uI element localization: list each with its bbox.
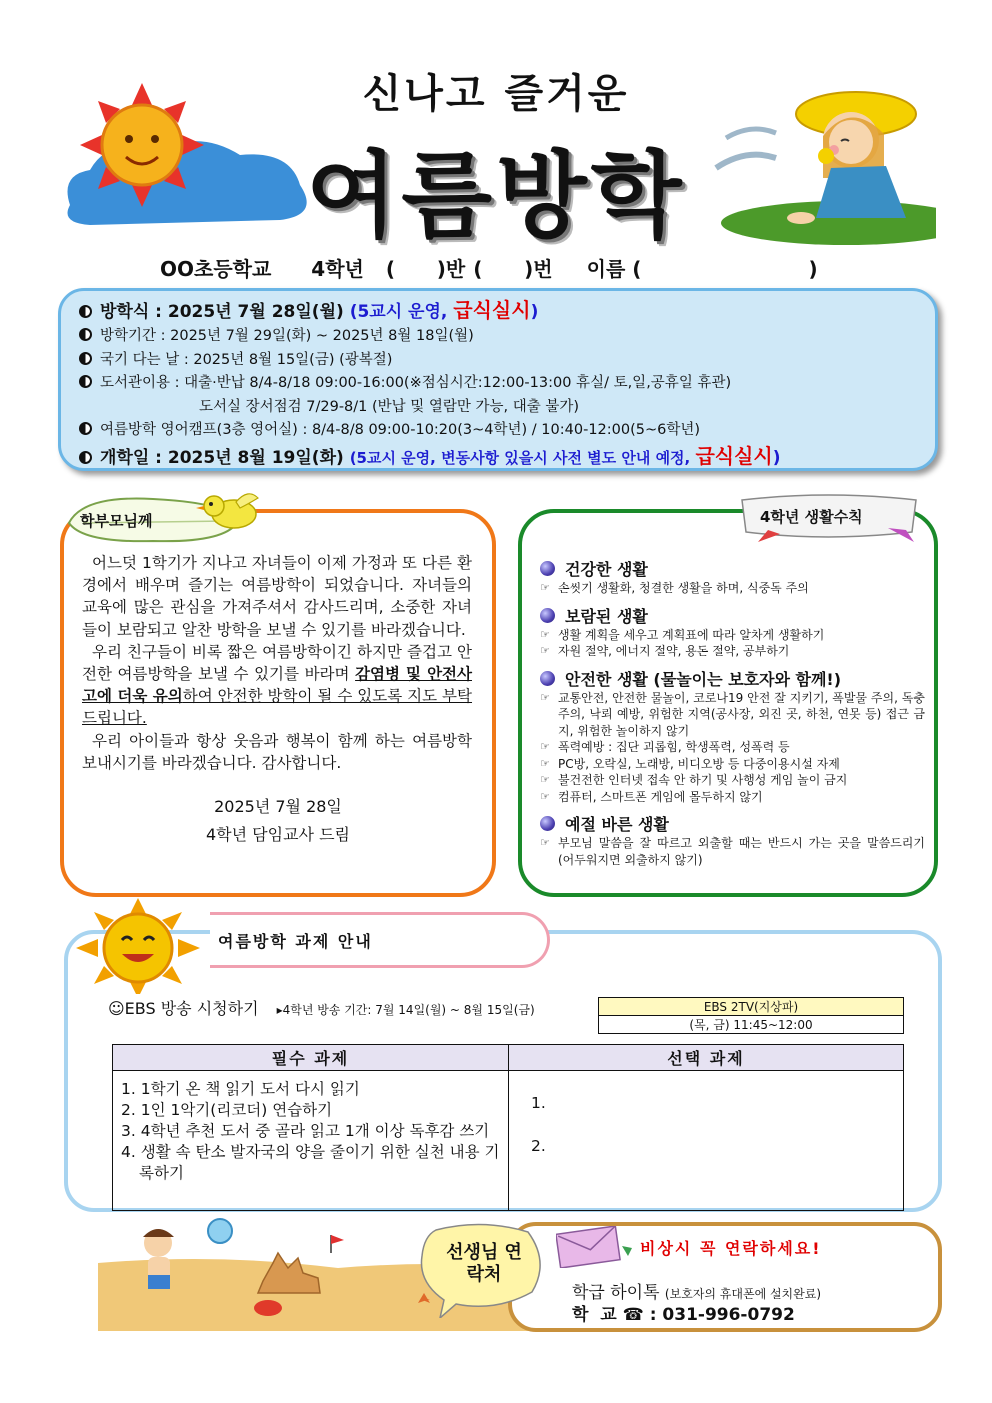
rule-title: 안전한 생활 (물놀이는 보호자와 함께!) <box>565 669 842 689</box>
opening-highlight: 급식실시 <box>695 443 773 468</box>
contact-bubble-label: 선생님 연락처 <box>446 1242 522 1285</box>
rule-item: ☞ 교통안전, 안전한 물놀이, 코로나19 안전 잘 지키기, 폭발물 주의, 독충 주의, 낙뢰 예방, 위험한 지역(공사장, 외진 곳, 하천, 연못 등) 접근 금지, 위험한 놀이하지 않기 <box>540 690 925 740</box>
required-tasks-cell <box>113 1071 509 1211</box>
letter-p2-start: 우리 친구들이 비록 짧은 여름방학이긴 하지만 즐겁고 안전한 여름방학을 보낼 수 있기를 바라며 <box>82 642 472 684</box>
subtitle: 신나고 즐거운 <box>362 71 630 117</box>
flag-day-text: 국기 다는 날 : 2025년 8월 15일(금) (광복절) <box>100 351 393 368</box>
grade-label: 4학년 <box>311 257 364 281</box>
rule-item: ☞ 손씻기 생활화, 청결한 생활을 하며, 식중독 주의 <box>540 580 925 597</box>
english-camp-text: 여름방학 영어캠프(3층 영어실) : 8/4-8/8 09:00-10:20(3~4학년) / 10:40-12:00(5~6학년) <box>100 422 701 438</box>
optional-tasks-cell <box>509 1071 904 1211</box>
closing-highlight: 급식실시 <box>453 298 531 322</box>
half-circle-bullet-icon <box>79 352 92 365</box>
vacation-period-text: 방학기간 : 2025년 7월 29일(화) ~ 2025년 8월 18일(월) <box>100 328 474 344</box>
required-task: 2. 1인 1악기(리코더) 연습하기 <box>121 1101 333 1119</box>
ebs-label: ☺EBS 방송 시청하기 <box>108 999 259 1018</box>
schedule-panel <box>58 288 938 471</box>
schedule-library <box>79 372 917 396</box>
half-circle-bullet-icon <box>79 305 92 318</box>
smiling-sun-icon <box>68 898 208 994</box>
opening-note: (5교시 운영, 변동사항 있을시 사전 별도 안내 예정, <box>349 448 696 467</box>
schedule-library-check <box>79 396 917 420</box>
rules-list <box>540 550 925 868</box>
homework-tab-label: 여름방학 과제 안내 <box>218 932 373 951</box>
optional-task: 1. <box>531 1094 546 1112</box>
half-circle-bullet-icon <box>79 375 92 388</box>
hitalk-note: (보호자의 휴대폰에 설치완료) <box>664 1287 822 1301</box>
ebs-period: ▸4학년 방송 기간: 7월 14일(월) ~ 8월 15일(금) <box>276 1003 535 1017</box>
ebs-channel: EBS 2TV(지상파) <box>599 998 904 1016</box>
optional-task: 2. <box>531 1137 546 1155</box>
required-task: 4. 생활 속 탄소 발자국의 양을 줄이기 위한 실천 내용 기록하기 <box>121 1143 500 1182</box>
schedule-english-camp <box>79 419 917 443</box>
ball-bullet-icon <box>540 671 555 686</box>
letter-date: 2025년 7월 28일 <box>214 797 342 816</box>
rules-tab-label: 4학년 생활수칙 <box>760 508 863 526</box>
half-circle-bullet-icon <box>79 451 92 464</box>
ebs-schedule-table <box>598 997 904 1034</box>
letter-paragraph-2 <box>82 641 472 730</box>
rule-item: ☞ 부모님 말씀을 잘 따르고 외출할 때는 반드시 가는 곳을 말씀드리기 (어두워지면 외출하지 않기) <box>540 835 925 868</box>
rule-item: ☞ 컴퓨터, 스마트폰 게임에 몰두하지 않기 <box>540 789 925 806</box>
required-header: 필수 과제 <box>113 1045 509 1071</box>
student-info-line <box>160 253 818 282</box>
letter-paragraph-3: 우리 아이들과 항상 웃음과 행복이 함께 하는 여름방학 보내시기를 바라겠습니다. 감사합니다. <box>82 731 472 772</box>
required-task: 1. 1학기 온 책 읽기 도서 다시 읽기 <box>121 1080 360 1098</box>
school-name: OO초등학교 <box>160 257 272 281</box>
rule-item: ☞ PC방, 오락실, 노래방, 비디오방 등 다중이용시설 자제 <box>540 756 925 773</box>
rule-section-safety <box>540 667 925 806</box>
rule-item: ☞ 생활 계획을 세우고 계획표에 따라 알차게 생활하기 <box>540 627 925 644</box>
opening-close: ) <box>772 447 781 468</box>
ball-bullet-icon <box>540 561 555 576</box>
homework-table <box>112 1044 904 1211</box>
closing-close: ) <box>530 302 539 322</box>
letter-body <box>82 552 472 774</box>
opening-label: 개학일 : 2025년 8월 19일(화) <box>100 447 344 468</box>
hitalk-label: 학급 하이톡 <box>572 1283 660 1303</box>
half-circle-bullet-icon <box>79 422 92 435</box>
library-text: 도서관이용 : 대출·반납 8/4-8/18 09:00-16:00(※점심시간:12:00-13:00 휴실/ 토,일,공휴일 휴관) <box>100 375 732 391</box>
schedule-flag-day <box>79 349 917 373</box>
girl-illustration <box>706 78 936 248</box>
ball-bullet-icon <box>540 816 555 831</box>
bird-icon <box>196 488 266 532</box>
class-blank: ( )반 <box>385 257 466 281</box>
envelope-icon <box>556 1226 638 1268</box>
optional-header: 선택 과제 <box>509 1045 904 1071</box>
half-circle-bullet-icon <box>79 328 92 341</box>
letter-tab-label: 학부모님께 <box>80 512 153 530</box>
rule-title: 건강한 생활 <box>565 560 648 579</box>
rule-item: ☞ 폭력예방 : 집단 괴롭힘, 학생폭력, 성폭력 등 <box>540 739 925 756</box>
rule-item: ☞ 자원 절약, 에너지 절약, 용돈 절약, 공부하기 <box>540 643 925 660</box>
rule-title: 보람된 생활 <box>565 606 648 626</box>
ball-bullet-icon <box>540 608 555 623</box>
schedule-opening-day <box>79 443 917 471</box>
rule-section-meaningful <box>540 604 925 660</box>
letter-paragraph-1: 어느덧 1학기가 지나고 자녀들이 이제 가정과 또 다른 환경에서 배우며 즐기는 여름방학이 되었습니다. 자녀들의 교육에 많은 관심을 가져주셔서 감사드리며, 소중한 자녀들이 보람되고 알찬 방학을 보낼 수 있기를 바라겠습니다. <box>82 554 472 639</box>
rule-item: ☞ 불건전한 인터넷 접속 안 하기 및 사행성 게임 놀이 금지 <box>540 772 925 789</box>
schedule-closing-ceremony <box>79 297 917 325</box>
letter-p2-emphasis: 감염병 및 안전사고에 더욱 유의 <box>82 665 472 706</box>
schedule-vacation-period <box>79 325 917 349</box>
rule-section-health <box>540 557 925 597</box>
page-title: 여름방학 <box>306 142 686 251</box>
required-task: 3. 4학년 추천 도서 중 골라 읽고 1개 이상 독후감 쓰기 <box>121 1122 490 1140</box>
letter-signature: 4학년 담임교사 드림 <box>206 825 350 844</box>
library-check-text: 도서실 장서점검 7/29-8/1 (반납 및 열람만 가능, 대출 불가) <box>199 398 580 415</box>
rule-section-manners <box>540 812 925 868</box>
letter-p2-end: 하여 안전한 방학이 될 수 있도록 지도 부탁드립니다. <box>82 687 473 728</box>
name-blank: 이름 ( ) <box>586 257 818 281</box>
closing-note: (5교시 운영, <box>349 302 454 322</box>
number-blank: ( )번 <box>473 257 553 281</box>
rule-title: 예절 바른 생활 <box>565 815 669 834</box>
ebs-time: (목, 금) 11:45~12:00 <box>599 1016 904 1034</box>
ebs-line <box>108 996 535 1019</box>
urgent-notice: 비상시 꼭 연락하세요! <box>640 1239 822 1258</box>
contact-phone: 학 교 ☎ : 031-996-0792 <box>572 1305 795 1325</box>
closing-label: 방학식 : 2025년 7월 28일(월) <box>100 302 344 322</box>
